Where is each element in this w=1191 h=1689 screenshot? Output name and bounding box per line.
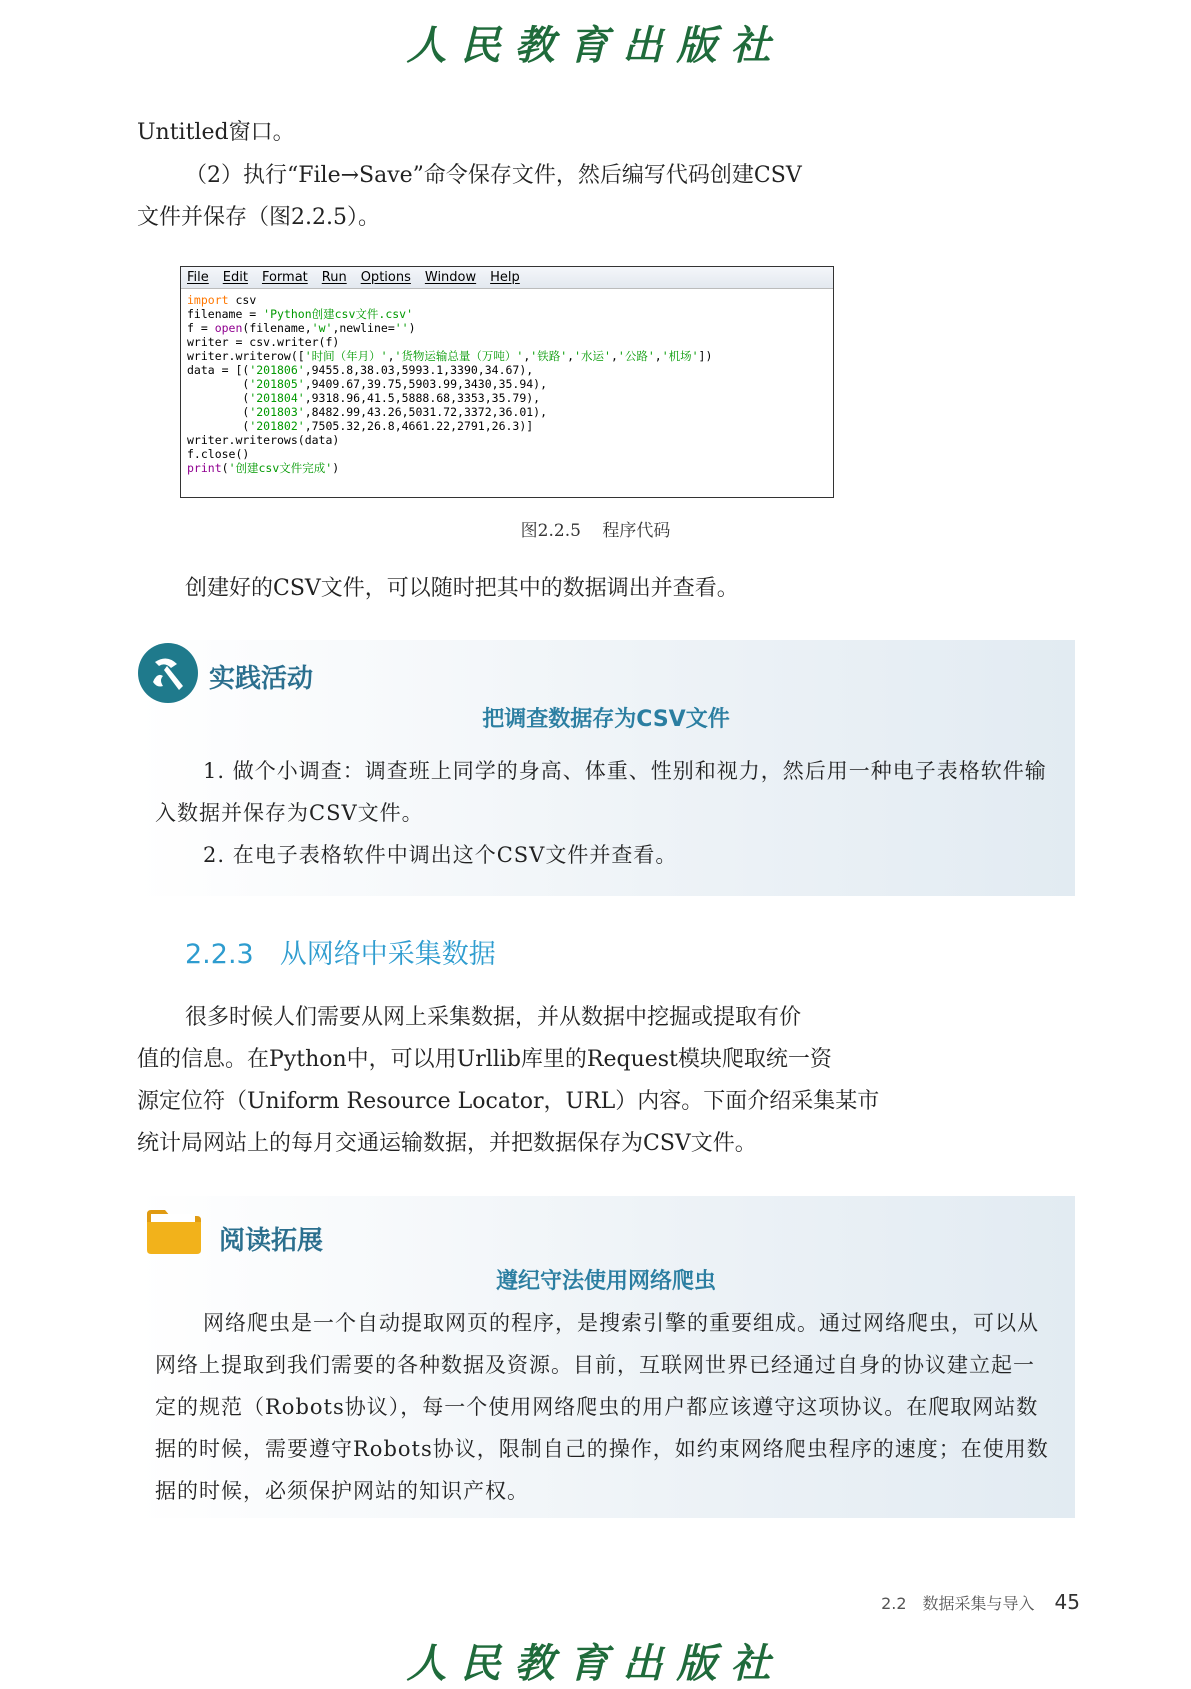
- reading-subtitle: 遵纪守法使用网络爬虫: [495, 1269, 716, 1294]
- menu-window[interactable]: Window: [424, 270, 477, 285]
- section-line-2: 值的信息。在Python中，可以用Urllib库里的Request模块爬取统一资: [137, 1047, 832, 1072]
- figure-title: 程序代码: [602, 521, 671, 541]
- code-line: import csv: [187, 293, 257, 307]
- practice-title: 实践活动: [209, 664, 314, 694]
- section-heading: [185, 932, 496, 971]
- code-line: writer.writerow(['时间（年月）','货物运输总量（万吨）','铁路','水运','公路','机场']): [187, 349, 713, 363]
- after-figure-text: 创建好的CSV文件，可以随时把其中的数据调出并查看。: [185, 576, 739, 601]
- section-line-4: 统计局网站上的每月交通运输数据，并把数据保存为CSV文件。: [137, 1131, 757, 1156]
- menu-edit[interactable]: Edit: [222, 270, 248, 285]
- practice-item-1: 1. 做个小调查：调查班上同学的身高、体重、性别和视力，然后用一种电子表格软件输入数据并保存为CSV文件。: [155, 759, 1047, 825]
- section-title: 从网络中采集数据: [279, 939, 496, 970]
- footer-chapter: 2.2 数据采集与导入: [881, 1594, 1035, 1613]
- code-line: ('201805',9409.67,39.75,5903.99,3430,35.94),: [187, 377, 548, 391]
- menu-file[interactable]: File: [187, 270, 209, 285]
- section-line-1: 很多时候人们需要从网上采集数据，并从数据中挖掘或提取有价: [185, 1005, 802, 1030]
- reading-text: 网络爬虫是一个自动提取网页的程序，是搜索引擎的重要组成。通过网络爬虫，可以从网络上提取到我们需要的各种数据及资源。目前，互联网世界已经通过自身的协议建立起一定的规范（Robots协议），每一个使用网络爬虫的用户都应该遵守这项协议。在爬取网站数据的时候，需要遵守Robots协议，限制自己的操作，如约束网络爬虫程序的速度；在使用数据的时候，必须保护网站的知识产权。: [155, 1311, 1049, 1503]
- code-line: data = [('201806',9455.8,38.03,5993.1,3390,34.67),: [187, 363, 534, 377]
- menu-help[interactable]: Help: [490, 270, 520, 285]
- editor-menubar: [181, 267, 833, 289]
- code-line: ('201802',7505.32,26.8,4661.22,2791,26.3)]: [187, 419, 534, 433]
- intro-line-2: （2）执行“File→Save”命令保存文件，然后编写代码创建CSV: [185, 163, 802, 188]
- code-line: writer = csv.writer(f): [187, 335, 340, 349]
- folder-icon: [145, 1208, 203, 1256]
- code-line: print('创建csv文件完成'): [187, 461, 340, 475]
- menu-format[interactable]: Format: [261, 270, 308, 285]
- figure-caption: [0, 516, 1191, 541]
- menu-options[interactable]: Options: [360, 270, 411, 285]
- page-number: 45: [1054, 1590, 1080, 1614]
- figure-number: 图2.2.5: [520, 521, 581, 541]
- code-line: writer.writerows(data): [187, 433, 340, 447]
- intro-line-3: 文件并保存（图2.2.5）。: [137, 205, 380, 230]
- page-footer: [0, 1590, 1080, 1614]
- code-line: f.close(): [187, 447, 250, 461]
- publisher-logo-top: 人民教育出版社: [406, 22, 785, 69]
- code-line: f = open(filename,'w',newline=''): [187, 321, 416, 335]
- code-editor-window: [180, 266, 834, 498]
- code-line: filename = 'Python创建csv文件.csv': [187, 307, 414, 321]
- code-text-area[interactable]: [181, 289, 833, 479]
- menu-run[interactable]: Run: [321, 270, 347, 285]
- reading-title: 阅读拓展: [219, 1226, 324, 1256]
- code-line: ('201803',8482.99,43.26,5031.72,3372,36.01),: [187, 405, 548, 419]
- code-line: ('201804',9318.96,41.5,5888.68,3353,35.79),: [187, 391, 541, 405]
- section-line-3: 源定位符（Uniform Resource Locator，URL）内容。下面介绍采集某市: [137, 1089, 880, 1114]
- practice-item-2: 2. 在电子表格软件中调出这个CSV文件并查看。: [203, 843, 678, 867]
- intro-line-1: Untitled窗口。: [137, 120, 295, 145]
- section-number: 2.2.3: [185, 939, 254, 970]
- publisher-logo-bottom: 人民教育出版社: [406, 1640, 785, 1687]
- practice-subtitle: 把调查数据存为CSV文件: [482, 707, 730, 732]
- reading-extension-box: [137, 1196, 1075, 1518]
- tools-icon: [137, 642, 199, 704]
- practice-activity-box: [137, 640, 1075, 896]
